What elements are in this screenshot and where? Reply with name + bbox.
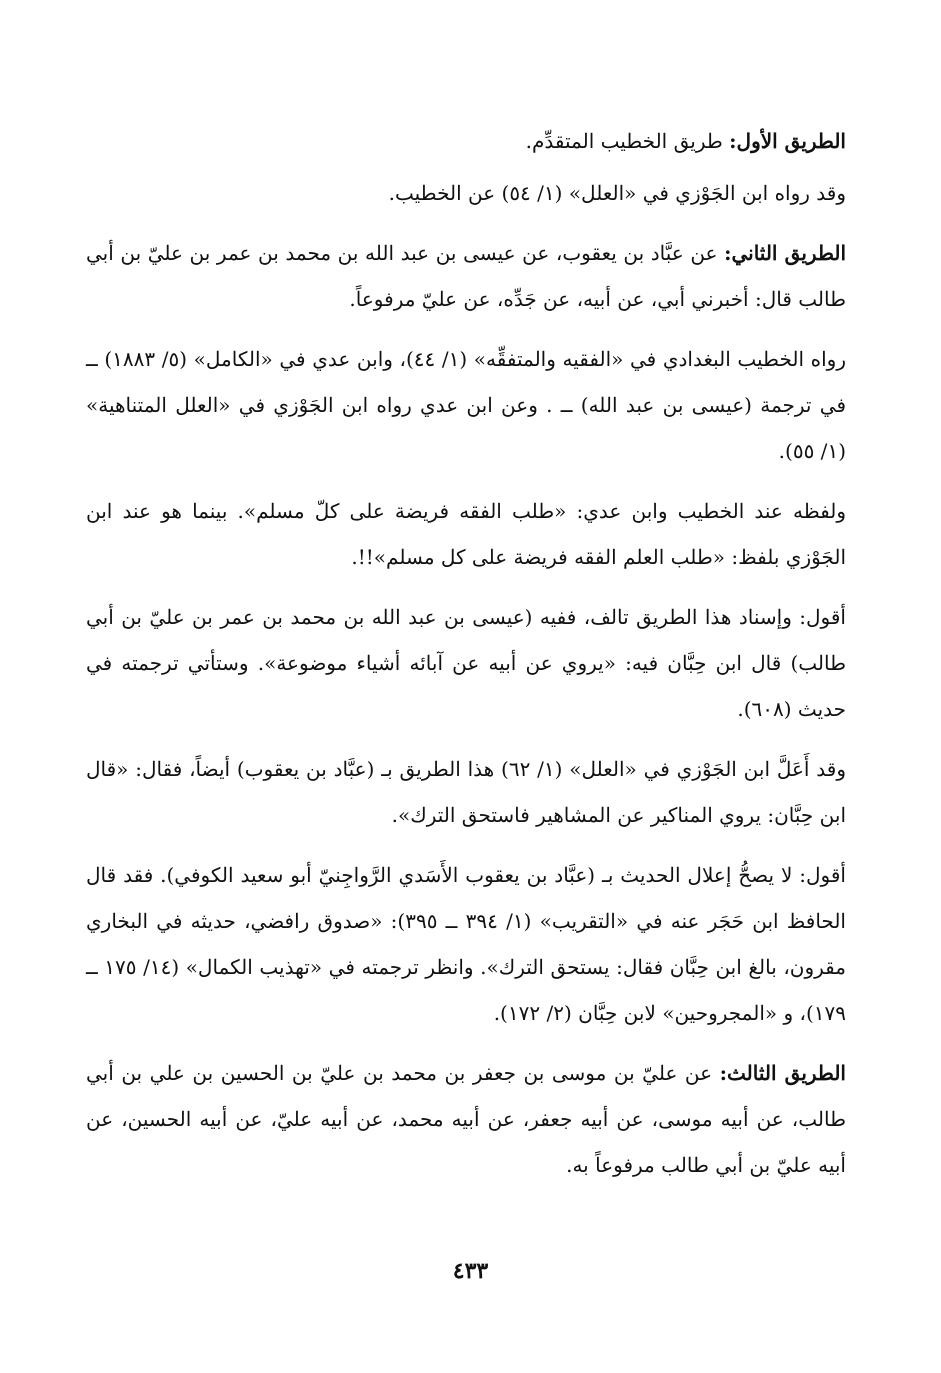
paragraph-first-route-source	[86, 170, 846, 216]
paragraph-text: عن عليّ بن موسى بن جعفر بن محمد بن عليّ بن الحسين بن علي بن أبي طالب، عن أبيه موسى، عن أبيه جعفر، عن أبيه محمد، عن أبيه عليّ، عن أبيه الحسين، عن أبيه عليّ بن أبي طالب مرفوعاً به.	[86, 1061, 846, 1177]
route-heading: الطريق الثاني:	[724, 241, 847, 265]
paragraph-ibn-jawzi-illa	[86, 746, 846, 838]
page-body	[86, 118, 846, 1202]
paragraph-text: رواه الخطيب البغدادي في «الفقيه والمتفقِّه» (١/ ٤٤)، وابن عدي في «الكامل» (٥/ ١٨٨٣) ــ في ترجمة (عيسى بن عبد الله) ــ . وعن ابن عدي رواه ابن الجَوْزي في «العلل المتناهية» (١/ ٥٥).	[86, 347, 846, 463]
paragraph-abbad-discussion	[86, 852, 846, 1036]
paragraph-text: ولفظه عند الخطيب وابن عدي: «طلب الفقه فريضة على كلّ مسلم». بينما هو عند ابن الجَوْزي بلفظ: «طلب العلم الفقه فريضة على كل مسلم»!!.	[86, 499, 846, 569]
paragraph-text: عن عبَّاد بن يعقوب، عن عيسى بن عبد الله بن محمد بن عمر بن عليّ بن أبي طالب قال: أخبرني أبي، عن أبيه، عن جَدِّه، عن عليّ مرفوعاً.	[86, 241, 846, 311]
route-heading: الطريق الثالث:	[719, 1061, 846, 1085]
paragraph-text: طريق الخطيب المتقدِّم.	[525, 129, 730, 153]
paragraph-text: وقد رواه ابن الجَوْزي في «العلل» (١/ ٥٤) عن الخطيب.	[388, 181, 846, 205]
route-heading: الطريق الأول:	[729, 129, 846, 153]
paragraph-text: أقول: لا يصحُّ إعلال الحديث بـ (عبَّاد بن يعقوب الأَسَدي الرَّواجِنيّ أبو سعيد الكوفي). فقد قال الحافظ ابن حَجَر عنه في «التقريب» (١/ ٣٩٤ ــ ٣٩٥): «صدوق رافضي، حديثه في البخاري مقرون، بالغ ابن حِبَّان فقال: يستحق الترك». وانظر ترجمته في «تهذيب الكمال» (١٤/ ١٧٥ ــ ١٧٩)، و «المجروحين» لابن حِبَّان (٢/ ١٧٢).	[86, 863, 846, 1025]
paragraph-text: أقول: وإسناد هذا الطريق تالف، ففيه (عيسى بن عبد الله بن محمد بن عمر بن عليّ بن أبي طالب) قال ابن حِبَّان فيه: «يروي عن أبيه عن آبائه أشياء موضوعة». وستأتي ترجمته في حديث (٦٠٨).	[86, 605, 846, 721]
paragraph-second-route	[86, 230, 846, 322]
paragraph-text: وقد أَعَلَّ ابن الجَوْزي في «العلل» (١/ ٦٢) هذا الطريق بـ (عبَّاد بن يعقوب) أيضاً، فقال: «قال ابن حِبَّان: يروي المناكير عن المشاهير فاستحق الترك».	[86, 757, 846, 827]
page-number: ٤٣٣	[452, 1258, 489, 1284]
paragraph-second-route-sources	[86, 336, 846, 474]
paragraph-wording	[86, 488, 846, 580]
paragraph-first-route	[86, 118, 846, 164]
paragraph-third-route	[86, 1050, 846, 1188]
paragraph-isnad-judgment	[86, 594, 846, 732]
